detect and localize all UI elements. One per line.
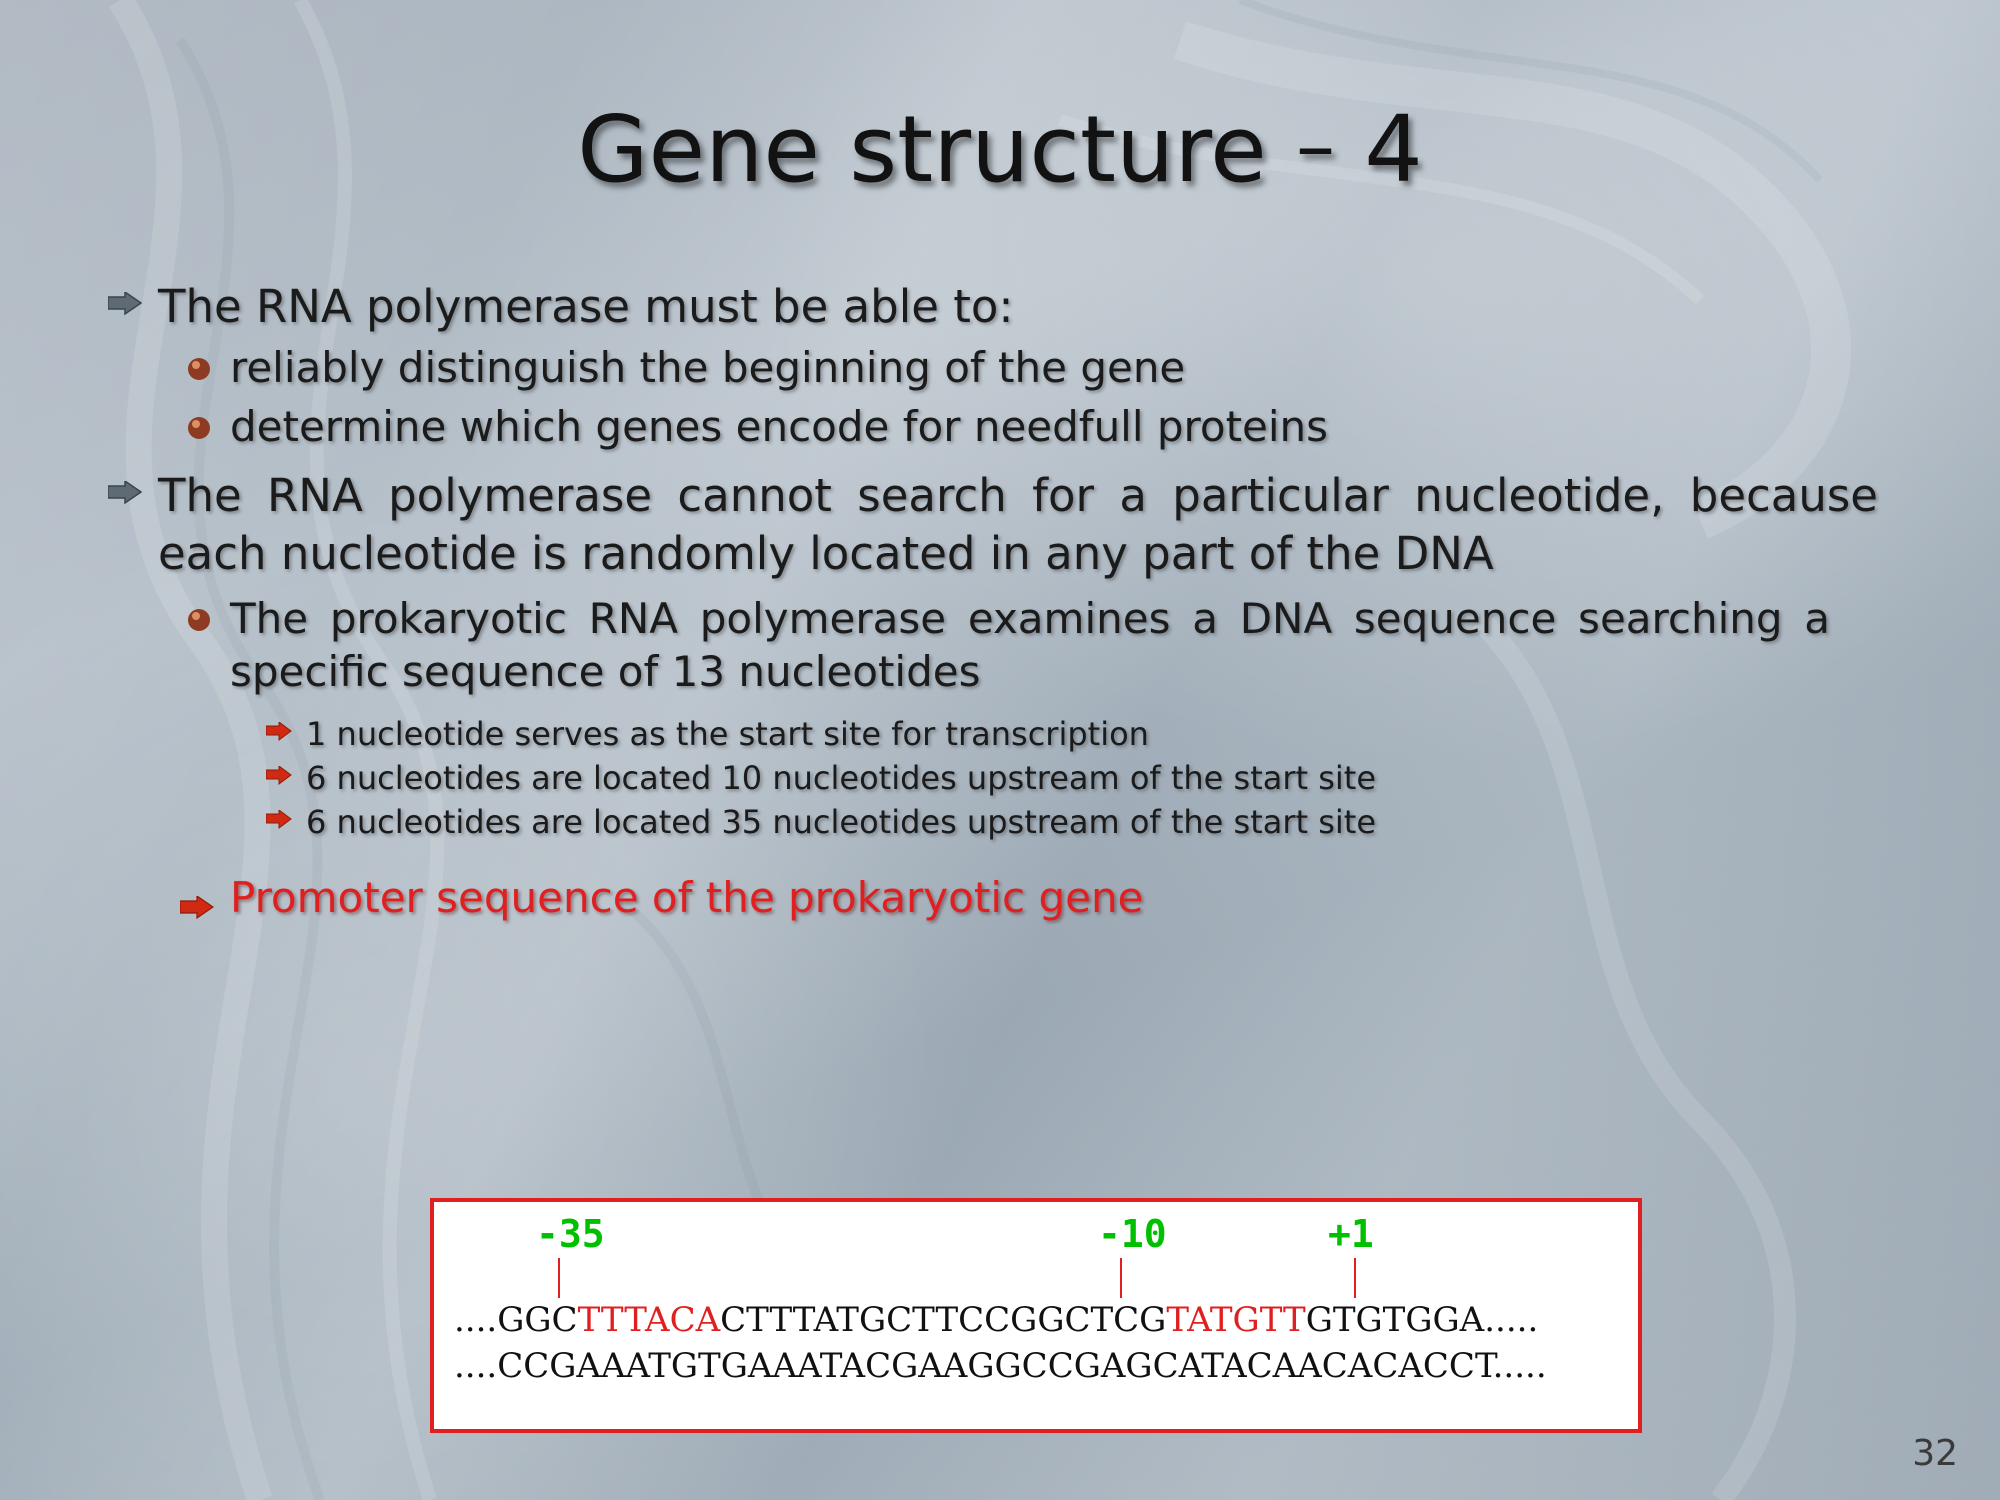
bullet-text: 6 nucleotides are located 35 nucleotides upstream of the start site — [306, 802, 1377, 841]
arrow-bullet-icon — [108, 481, 142, 507]
sphere-bullet-icon — [186, 356, 212, 382]
bullet-text: determine which genes encode for needfull proteins — [230, 401, 1329, 451]
bullet-text: 1 nucleotide serves as the start site for transcription — [306, 715, 1149, 754]
red-arrow-bullet-icon — [266, 722, 292, 742]
bullet-level3-item — [266, 802, 1908, 844]
title-number: 4 — [1364, 96, 1423, 203]
bullet-level2-item — [186, 342, 1908, 395]
bullet-level1-item — [108, 278, 1908, 336]
seq-top-prefix: ....GGC — [454, 1300, 578, 1340]
seq-top-middle: CTTTATGCTTCCGGCTCG — [720, 1300, 1167, 1340]
bullet-text: The RNA polymerase must be able to: — [158, 280, 1014, 333]
seq-minus10-box: TATGTT — [1166, 1300, 1306, 1340]
seq-minus35-box: TTTACA — [577, 1300, 721, 1340]
bullet-text: The prokaryotic RNA polymerase examines a DNA sequence searching a specific sequence of 13 nucleotides — [230, 593, 1830, 696]
red-arrow-bullet-icon — [266, 810, 292, 830]
title-dash: – — [1296, 102, 1335, 192]
sphere-bullet-icon — [186, 415, 212, 441]
page-title — [0, 96, 2000, 203]
label-minus-35: -35 — [536, 1212, 605, 1256]
bullet-level2-item — [186, 593, 1908, 699]
sequence-bottom-strand: ....CCGAAATGTGAAATACGAAGGCCGAGCATACAACACACCT..... — [454, 1346, 1547, 1386]
slide-body — [108, 278, 1908, 934]
title-text: Gene structure — [577, 96, 1267, 203]
tick-minus-35 — [558, 1258, 560, 1298]
figure-position-labels — [448, 1212, 1624, 1266]
bullet-text: reliably distinguish the beginning of the gene — [230, 342, 1186, 392]
red-arrow-bullet-icon — [266, 766, 292, 786]
promoter-heading — [180, 873, 1908, 933]
arrow-bullet-icon — [108, 292, 142, 318]
bullet-text: 6 nucleotides are located 10 nucleotides upstream of the start site — [306, 759, 1377, 797]
bullet-level3-item — [266, 714, 1908, 756]
bullet-level2-item — [186, 401, 1908, 454]
label-plus-1: +1 — [1328, 1212, 1374, 1256]
page-number: 32 — [1912, 1433, 1958, 1474]
label-minus-10: -10 — [1098, 1212, 1167, 1256]
sphere-bullet-icon — [186, 607, 212, 633]
sequence-top-strand — [454, 1300, 1624, 1340]
seq-top-suffix: GTGTGGA..... — [1305, 1300, 1539, 1340]
bullet-text: The RNA polymerase cannot search for a particular nucleotide, because each nucleotide is randomly located in any part of the DNA — [158, 469, 1878, 580]
red-arrow-bullet-icon — [180, 883, 214, 933]
promoter-heading-text: Promoter sequence of the prokaryotic gene — [230, 873, 1144, 923]
promoter-sequence-figure — [430, 1198, 1642, 1433]
bullet-level1-item — [108, 467, 1908, 582]
tick-minus-10 — [1120, 1258, 1122, 1298]
bullet-level3-item — [266, 758, 1908, 800]
tick-plus-1 — [1354, 1258, 1356, 1298]
